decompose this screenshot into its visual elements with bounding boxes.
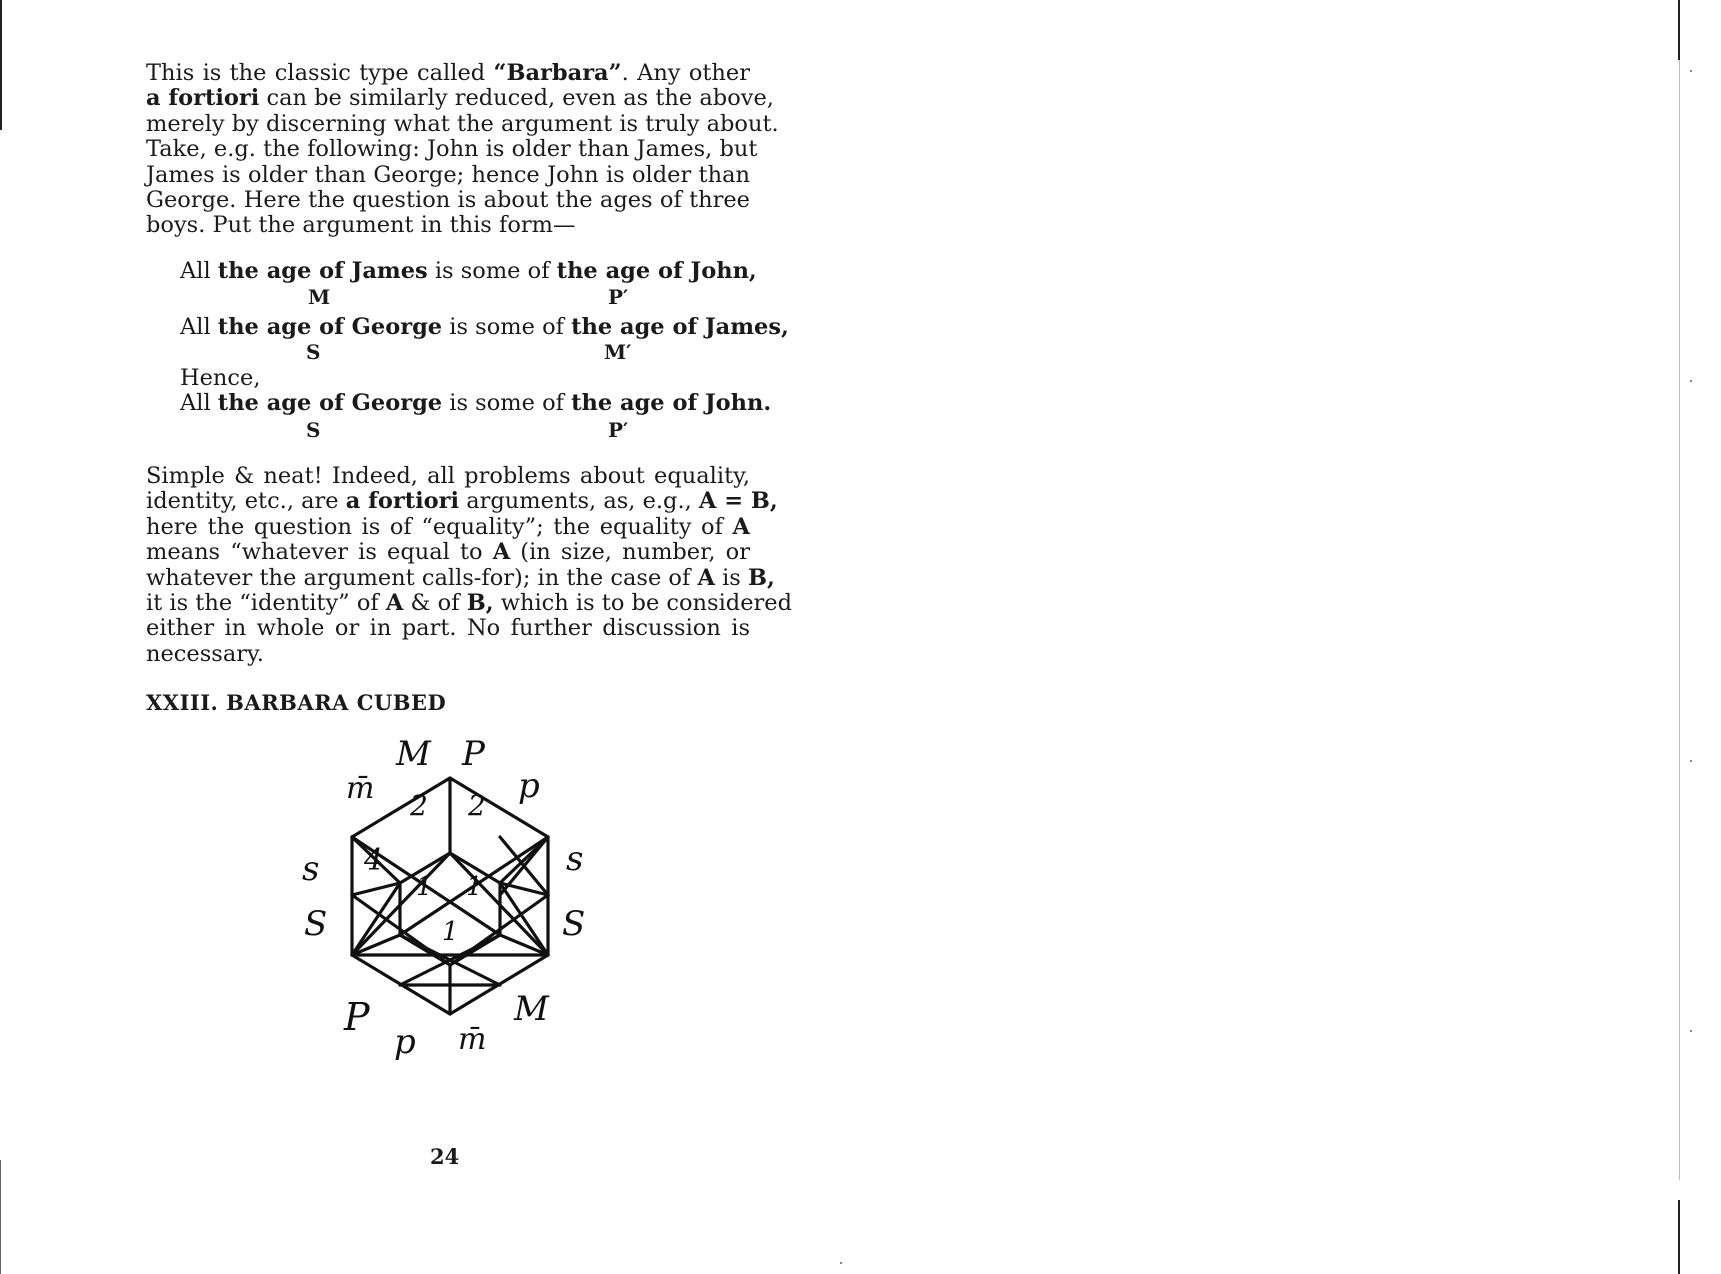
paragraph1-line xyxy=(146,136,758,163)
label-m-bar-bottom: m̄ xyxy=(458,1022,487,1057)
paragraph1-run: boys. Put the argument in this form— xyxy=(146,212,576,239)
paragraph2-run: arguments, as, e.g., xyxy=(459,488,699,515)
premise2-run: the age of George xyxy=(217,314,443,340)
paragraph2-run: & of xyxy=(403,590,467,617)
right-edge-top xyxy=(1678,0,1680,60)
conclusion-run: is some of xyxy=(442,390,572,416)
label-P-top: P xyxy=(462,735,485,774)
paragraph2-run: B, xyxy=(466,590,494,617)
paragraph2-line xyxy=(146,464,750,489)
paragraph2-run: necessary. xyxy=(146,640,264,667)
face-number-1a: 1 xyxy=(416,872,433,902)
paragraph2-run: A = B, xyxy=(698,488,778,515)
premise-2-symbol-m: M′ xyxy=(604,340,632,364)
paragraph2-line xyxy=(146,642,750,667)
premise-1 xyxy=(180,258,757,284)
label-S-right: S xyxy=(562,904,586,944)
paragraph2-run: whatever the argument calls-for); in the case of xyxy=(146,564,698,591)
paragraph2-line xyxy=(146,515,750,540)
conclusion-symbol-s: S xyxy=(306,418,321,442)
label-s-right-small: s xyxy=(566,839,584,879)
face-number-2a: 2 xyxy=(410,789,428,822)
premise-2 xyxy=(180,314,789,340)
paragraph2-run: it is the “identity” of xyxy=(146,590,386,617)
paragraph2-line xyxy=(146,488,778,515)
barbara-cube-diagram xyxy=(290,735,610,1065)
premise1-run: is some of xyxy=(427,258,557,284)
left-edge-mark xyxy=(0,0,2,130)
paragraph-equality xyxy=(146,463,792,667)
premise2-run: is some of xyxy=(442,314,572,340)
conclusion-run: the age of John. xyxy=(571,390,772,416)
premise-1-symbol-m: M xyxy=(308,285,331,309)
label-P-bottom: P xyxy=(344,995,370,1039)
paragraph2-line xyxy=(146,564,775,591)
paragraph2-run: either in whole or in part. No further discussion is xyxy=(146,615,750,642)
paragraph1-line xyxy=(146,110,779,137)
premise1-run: All xyxy=(180,258,218,284)
label-p-top-right: p xyxy=(518,766,540,806)
paragraph2-run: A xyxy=(732,513,750,540)
paragraph1-run: This is the classic type called xyxy=(146,60,494,86)
label-p-bottom: p xyxy=(394,1022,416,1062)
paragraph2-run: B, xyxy=(747,564,775,591)
paragraph1-run: . Any other xyxy=(621,60,750,86)
conclusion-symbol-p: P′ xyxy=(608,418,629,442)
label-s-left-small: s xyxy=(302,849,320,889)
conclusion-run: All xyxy=(180,390,218,416)
paragraph1-line xyxy=(146,213,750,238)
paragraph2-run: A xyxy=(697,564,715,591)
face-number-1b: 1 xyxy=(466,872,483,902)
premise-2-symbol-s: S xyxy=(306,340,321,364)
face-number-4: 4 xyxy=(364,843,384,878)
label-S-left: S xyxy=(304,904,328,944)
premise2-run: the age of James, xyxy=(571,314,789,340)
left-edge-mark-bottom xyxy=(0,1160,1,1274)
paragraph1-run: “Barbara” xyxy=(493,60,622,86)
paragraph2-run: A xyxy=(385,590,404,617)
paragraph1-line xyxy=(146,85,774,112)
paragraph1-run: James is older than George; hence John is older than xyxy=(146,161,750,188)
paragraph1-run: can be similarly reduced, even as the above, xyxy=(259,85,774,112)
paragraph1-line xyxy=(146,163,750,188)
premise-1-symbol-p: P′ xyxy=(608,285,629,309)
face-number-1c: 1 xyxy=(442,917,459,947)
paragraph2-run: is xyxy=(714,564,748,591)
page-number: 24 xyxy=(430,1144,460,1169)
paragraph2-run: which is to be considered xyxy=(493,590,792,617)
paragraph2-run: here the question is of “equality”; the equality of xyxy=(146,513,733,540)
right-edge-bottom xyxy=(1678,1200,1680,1274)
paragraph2-line xyxy=(146,590,792,617)
right-page-blank xyxy=(860,0,1721,1274)
paragraph2-run: identity, etc., are xyxy=(146,488,346,515)
paragraph2-run: Simple & neat! Indeed, all problems about equality, xyxy=(146,463,750,489)
conclusion xyxy=(180,390,771,416)
paragraph1-line xyxy=(146,188,750,213)
label-M-bottom: M xyxy=(514,989,549,1029)
label-M-top: M xyxy=(396,735,431,774)
right-edge-dots xyxy=(1679,60,1680,1180)
paragraph2-run: means “whatever is equal to xyxy=(146,539,493,566)
paragraph2-line xyxy=(146,616,750,641)
premise1-run: the age of John, xyxy=(556,258,757,284)
paragraph2-line xyxy=(146,540,750,565)
paragraph1-run: Take, e.g. the following: John is older than James, but xyxy=(146,136,758,163)
face-number-2b: 2 xyxy=(468,789,486,822)
label-m-bar-top: m̄ xyxy=(346,771,375,806)
paragraph2-run: (in size, number, or xyxy=(510,539,750,566)
paragraph1-run: a fortiori xyxy=(146,85,260,112)
conclusion-run: the age of George xyxy=(217,390,443,416)
paragraph1-run: George. Here the question is about the ages of three xyxy=(146,187,750,214)
paragraph1-run: merely by discerning what the argument is truly about. xyxy=(146,110,779,137)
hence-label: Hence, xyxy=(180,365,261,391)
paragraph1-line xyxy=(146,61,750,86)
section-heading: XXIII. BARBARA CUBED xyxy=(146,690,447,715)
paragraph2-run: A xyxy=(492,539,511,566)
premise1-run: the age of James xyxy=(217,258,428,284)
premise2-run: All xyxy=(180,314,218,340)
paragraph-barbara-intro xyxy=(146,60,779,239)
left-page xyxy=(0,0,860,1274)
paragraph2-run: a fortiori xyxy=(345,488,460,515)
